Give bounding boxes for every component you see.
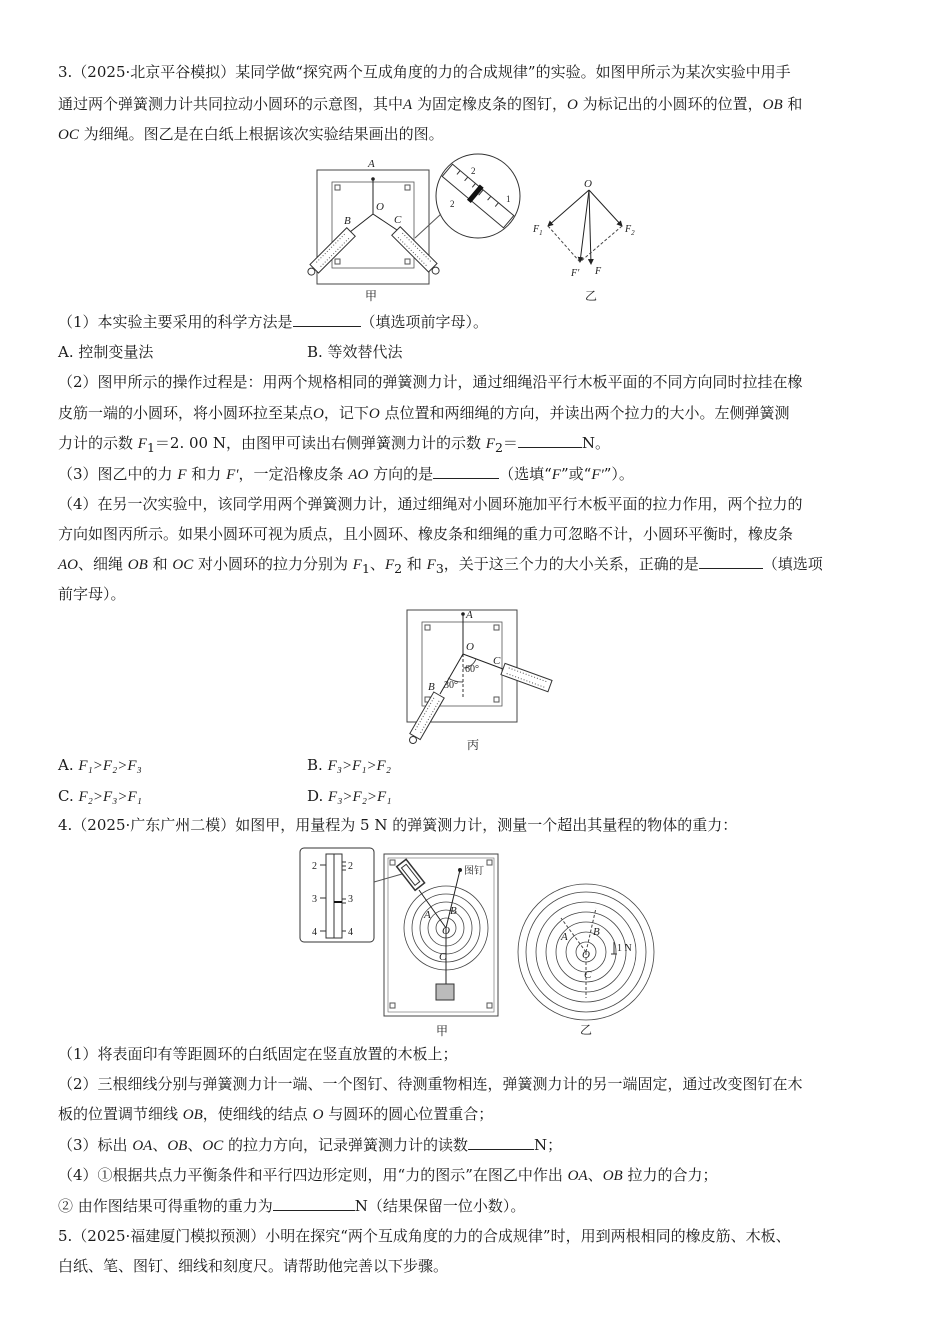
q4-jia-label-B: B	[450, 905, 457, 917]
q3-part4-line4: 前字母）。	[58, 585, 126, 603]
q4-step3-blank[interactable]	[468, 1135, 534, 1150]
q4-jia-tuding-label: 图钉	[464, 866, 484, 877]
q4-figure-yi	[516, 880, 656, 1038]
q4-jia-label-C: C	[439, 951, 447, 963]
q4-step5-blank[interactable]	[273, 1196, 355, 1211]
q4-yi-caption: 乙	[580, 1023, 593, 1037]
bing-label-B: B	[428, 681, 435, 693]
q3-part4-line3: AO、细绳 OB 和 OC 对小圆环的拉力分别为 $F_1$、$F_2$ 和 $F_3$，关于这三个力的大小关系，正确的是 （填选项	[58, 555, 823, 576]
jia-scale-2a: 2	[471, 166, 476, 176]
q4-step3: （3）标出 OA、OB、OC 的拉力方向，记录弹簧测力计的读数 N；	[58, 1136, 563, 1154]
q3-option-d: D. F₃>F₂>F₁	[307, 787, 392, 805]
q4-jia-tick-2b: 2	[348, 861, 353, 872]
jia-label-A: A	[368, 158, 375, 170]
yi-label-O: O	[584, 178, 592, 190]
q3-part1-option-b: B. 等效替代法	[307, 343, 403, 361]
q4-jia-tick-2a: 2	[312, 861, 317, 872]
q4-yi-label-O: O	[582, 949, 590, 961]
yi-label-Fprime: F′	[571, 268, 580, 279]
q3-part3: （3）图乙中的力 F 和力 F′，一定沿橡皮条 AO 方向的是 （选填“F”或“F′”）。	[58, 465, 634, 483]
jia-label-B: B	[344, 215, 351, 227]
jia-scale-2b: 2	[450, 199, 455, 209]
q3-figure-bing	[395, 606, 555, 756]
q3-part4-line1: （4）在另一次实验中，该同学用两个弹簧测力计，通过细绳对小圆环施加平行木板平面的拉力作用，两个拉力的	[58, 495, 803, 513]
jia-caption: 甲	[365, 289, 378, 303]
q4-yi-label-C: C	[584, 969, 592, 981]
yi-label-F1: F	[533, 224, 540, 235]
bing-label-A: A	[466, 609, 473, 621]
bing-angle-30: 30°	[444, 680, 458, 691]
q3-intro-line2: 通过两个弹簧测力计共同拉动小圆环的示意图，其中A 为固定橡皮条的图钉，O 为标记出的小圆环的位置，OB 和	[58, 95, 803, 113]
bing-label-O: O	[466, 641, 474, 653]
q4-step2-line1: （2）三根细线分别与弹簧测力计一端、一个图钉、待测重物相连，弹簧测力计的另一端固定，通过改变图钉在木	[58, 1075, 803, 1093]
q3-part1: （1）本实验主要采用的科学方法是 （填选项前字母）。	[58, 313, 489, 331]
bing-angle-60: 60°	[465, 664, 479, 675]
q4-jia-tick-4a: 4	[312, 927, 317, 938]
yi-label-F2sub: 2	[631, 229, 635, 237]
q3-figure-yi	[525, 170, 645, 305]
q3-part4-blank[interactable]	[699, 554, 763, 569]
yi-label-F1sub: 1	[539, 229, 543, 237]
q5-line2: 白纸、笔、图钉、细线和刻度尺。请帮助他完善以下步骤。	[58, 1257, 449, 1275]
q3-part1-blank[interactable]	[293, 312, 361, 327]
yi-label-F2: F	[625, 224, 632, 235]
q3-part4-line2: 方向如图丙所示。如果小圆环可视为质点，且小圆环、橡皮条和细绳的重力可忽略不计，小圆环平衡时，橡皮条	[58, 525, 794, 543]
q4-step4: （4）①根据共点力平衡条件和平行四边形定则，用“力的图示”在图乙中作出 OA、OB 拉力的合力；	[58, 1166, 718, 1184]
yi-caption: 乙	[585, 289, 598, 303]
q3-part2-line2: 皮筋一端的小圆环，将小圆环拉至某点O，记下O 点位置和两细绳的方向，并读出两个拉力的大小。左侧弹簧测	[58, 404, 790, 422]
q3-part1-option-a: A. 控制变量法	[58, 343, 154, 361]
q4-yi-label-A: A	[561, 931, 568, 943]
q3-part2-line3: 力计的示数 $F_1=2$. 00 N，由图甲可读出右侧弹簧测力计的示数 $F_2= N$。	[58, 434, 611, 455]
jia-scale-1: 1	[506, 194, 511, 204]
q3-part2-blank[interactable]	[518, 433, 582, 448]
q3-option-b: B. F₃>F₁>F₂	[307, 756, 391, 774]
jia-label-O: O	[376, 201, 384, 213]
q4-jia-caption: 甲	[436, 1024, 449, 1038]
q3-option-a: A. F₁>F₂>F₃	[58, 756, 142, 774]
q3-part3-blank[interactable]	[433, 464, 499, 479]
yi-label-F: F	[595, 266, 602, 277]
q4-yi-label-B: B	[593, 926, 600, 938]
svg-text:F2	[624, 224, 635, 237]
jia-label-C: C	[394, 214, 402, 226]
q4-yi-unit-label: 1 N	[617, 943, 632, 954]
q4-step2-line2: 板的位置调节细线 OB，使细线的结点 O 与圆环的圆心位置重合；	[58, 1105, 494, 1123]
svg-text:F1	[532, 224, 543, 237]
q3-figure-jia	[305, 152, 530, 304]
q4-step1: （1）将表面印有等距圆环的白纸固定在竖直放置的木板上；	[58, 1045, 458, 1063]
q3-intro-line3: OC 为细绳。图乙是在白纸上根据该次实验结果画出的图。	[58, 125, 444, 143]
q3-option-c: C. F₂>F₃>F₁	[58, 787, 142, 805]
q3-intro-line1: 3.（2025·北京平谷模拟）某同学做“探究两个互成角度的力的合成规律”的实验。如图甲所示为某次实验中用手	[58, 63, 791, 81]
bing-caption: 丙	[467, 738, 480, 752]
q4-step5: ② 由作图结果可得重物的重力为 N（结果保留一位小数）。	[58, 1197, 526, 1215]
q3-part2-line1: （2）图甲所示的操作过程是：用两个规格相同的弹簧测力计，通过细绳沿平行木板平面的不同方向同时拉挂在橡	[58, 373, 803, 391]
q4-jia-tick-3b: 3	[348, 894, 353, 905]
q4-jia-label-A: A	[424, 909, 431, 921]
q4-intro: 4.（2025·广东广州二模）如图甲，用量程为 5 N 的弹簧测力计，测量一个超出其量程的物体的重力：	[58, 816, 738, 834]
bing-label-C: C	[493, 655, 501, 667]
q4-figure-jia	[298, 842, 508, 1040]
q5-line1: 5.（2025·福建厦门模拟预测）小明在探究“两个互成角度的力的合成规律”时，用到两根相同的橡皮筋、木板、	[58, 1227, 791, 1245]
q4-jia-tick-3a: 3	[312, 894, 317, 905]
q4-jia-label-O: O	[442, 925, 450, 937]
q4-jia-tick-4b: 4	[348, 927, 353, 938]
